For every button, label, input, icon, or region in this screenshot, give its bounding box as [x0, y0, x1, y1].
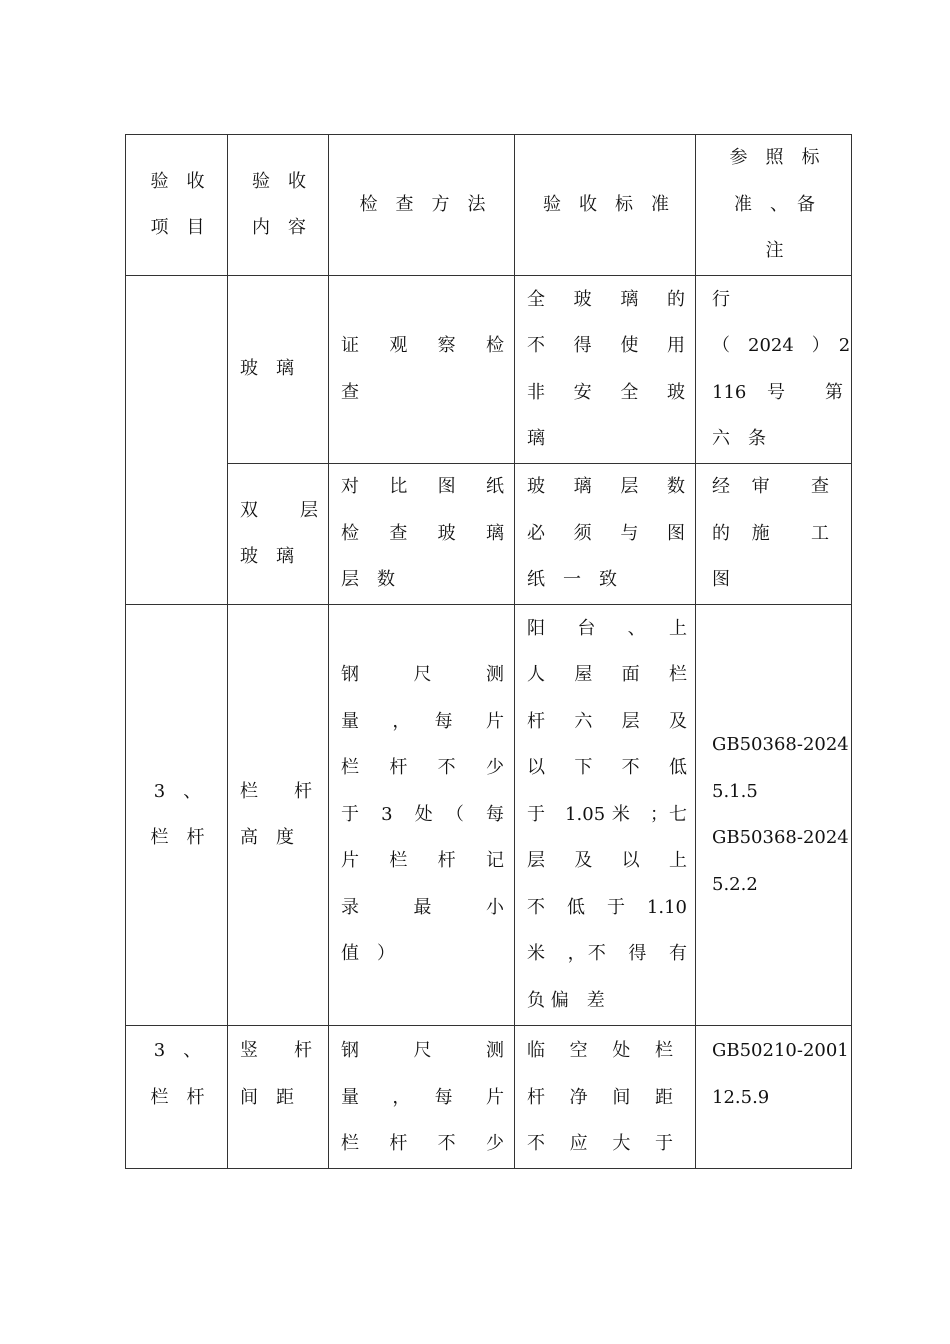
table-row — [126, 276, 852, 464]
method-line: 查 — [341, 381, 359, 403]
item-line: 栏 杆 — [150, 827, 205, 848]
header-content — [228, 135, 329, 276]
standard-line: 米 ，不 得 有 — [527, 943, 687, 965]
item-line: 栏 杆 — [150, 1086, 205, 1108]
reference-line: 5.1.5 — [712, 780, 758, 802]
reference-cell — [696, 605, 852, 1026]
standard-line: 负 偏 差 — [527, 989, 605, 1011]
reference-line: 116 号 第 — [712, 381, 843, 403]
item-line: 3 、 — [153, 780, 202, 802]
reference-line: GB50210-2001 — [712, 1040, 849, 1061]
standard-line: 全 玻 璃 的 — [527, 288, 685, 310]
header-item — [126, 135, 228, 276]
content-cell — [228, 1026, 329, 1169]
header-reference-line: 准 、 备 — [734, 193, 815, 215]
standard-line: 不 应 大 于 — [527, 1133, 673, 1154]
header-content-line: 内 容 — [252, 217, 306, 238]
reference-line: （ 2024 ） 2 — [712, 335, 851, 356]
reference-line: 六 条 — [712, 428, 766, 449]
content-line: 玻 璃 — [240, 546, 294, 567]
standard-line: 璃 — [527, 428, 545, 449]
item-line: 3 、 — [153, 1040, 202, 1061]
standard-cell — [515, 276, 696, 464]
standard-line: 不 低 于 1.10 — [527, 896, 687, 918]
table-row — [126, 1026, 852, 1169]
standard-line: 以 下 不 低 — [527, 757, 687, 779]
content-line: 间 距 — [240, 1086, 294, 1108]
method-cell — [329, 464, 515, 605]
header-standard — [515, 135, 696, 276]
reference-line: 经 审 查 — [712, 476, 829, 498]
standard-line: 玻 璃 层 数 — [527, 476, 685, 498]
standard-line: 杆 净 间 距 — [527, 1086, 673, 1108]
header-standard-line: 验 收 标 准 — [543, 193, 669, 215]
content-line: 栏 杆 — [240, 780, 312, 802]
standard-line: 层 及 以 上 — [527, 850, 687, 872]
header-item-line: 验 收 — [150, 170, 205, 192]
standard-cell — [515, 1026, 696, 1169]
header-content-line: 验 收 — [252, 170, 306, 192]
standard-line: 必 须 与 图 — [527, 522, 685, 544]
content-line: 竖 杆 — [240, 1040, 312, 1061]
method-line: 值 ） — [341, 943, 395, 965]
standard-line: 纸 一 致 — [527, 569, 617, 591]
standard-cell — [515, 464, 696, 605]
content-cell — [228, 464, 329, 605]
header-reference-line: 注 — [765, 240, 784, 262]
standard-line: 阳 台 、 上 — [527, 617, 687, 639]
reference-cell — [696, 464, 852, 605]
method-line: 片 栏 杆 记 — [341, 850, 504, 872]
reference-cell — [696, 276, 852, 464]
header-item-line: 项 目 — [150, 217, 205, 238]
header-method — [329, 135, 515, 276]
table-row — [126, 605, 852, 1026]
reference-line: 图 — [712, 569, 730, 591]
reference-line: 的 施 工 — [712, 522, 829, 544]
header-reference-line: 参 照 标 — [729, 147, 820, 169]
reference-line: GB50368-2024 — [712, 827, 849, 848]
standard-line: 人 屋 面 栏 — [527, 664, 687, 686]
content-line: 高 度 — [240, 827, 294, 848]
method-line: 于 3 处 （ 每 — [341, 803, 504, 825]
method-line: 量 ， 每 片 — [341, 1086, 504, 1108]
method-line: 栏 杆 不 少 — [341, 1133, 504, 1154]
method-cell — [329, 1026, 515, 1169]
acceptance-table — [125, 134, 852, 1169]
method-line: 对 比 图 纸 — [341, 476, 504, 498]
standard-line: 于 1.05 米 ；七 — [527, 803, 687, 825]
standard-line: 不 得 使 用 — [527, 335, 685, 356]
method-line: 钢 尺 测 — [341, 664, 504, 686]
reference-line: 行 — [712, 288, 730, 310]
method-cell — [329, 276, 515, 464]
method-line: 量 ， 每 片 — [341, 710, 504, 732]
content-cell — [228, 605, 329, 1026]
reference-line: 12.5.9 — [712, 1086, 770, 1108]
header-reference — [696, 135, 852, 276]
reference-line: GB50368-2024 — [712, 734, 849, 755]
method-line: 栏 杆 不 少 — [341, 757, 504, 779]
header-method-line: 检 查 方 法 — [359, 193, 486, 215]
method-line: 钢 尺 测 — [341, 1040, 504, 1061]
standard-line: 非 安 全 玻 — [527, 381, 685, 403]
item-cell — [126, 605, 228, 1026]
item-cell — [126, 276, 228, 605]
standard-cell — [515, 605, 696, 1026]
table-header-row — [126, 135, 852, 276]
method-line: 录 最 小 — [341, 896, 504, 918]
method-line: 层 数 — [341, 569, 395, 591]
standard-line: 杆 六 层 及 — [527, 710, 687, 732]
content-line: 双 层 — [240, 499, 318, 521]
item-cell — [126, 1026, 228, 1169]
standard-line: 临 空 处 栏 — [527, 1040, 673, 1061]
method-line: 检 查 玻 璃 — [341, 522, 504, 544]
method-cell — [329, 605, 515, 1026]
table-row — [126, 464, 852, 605]
content-line: 玻 璃 — [240, 358, 294, 380]
reference-cell — [696, 1026, 852, 1169]
reference-line: 5.2.2 — [712, 873, 758, 895]
method-line: 证 观 察 检 — [341, 335, 504, 356]
content-cell — [228, 276, 329, 464]
